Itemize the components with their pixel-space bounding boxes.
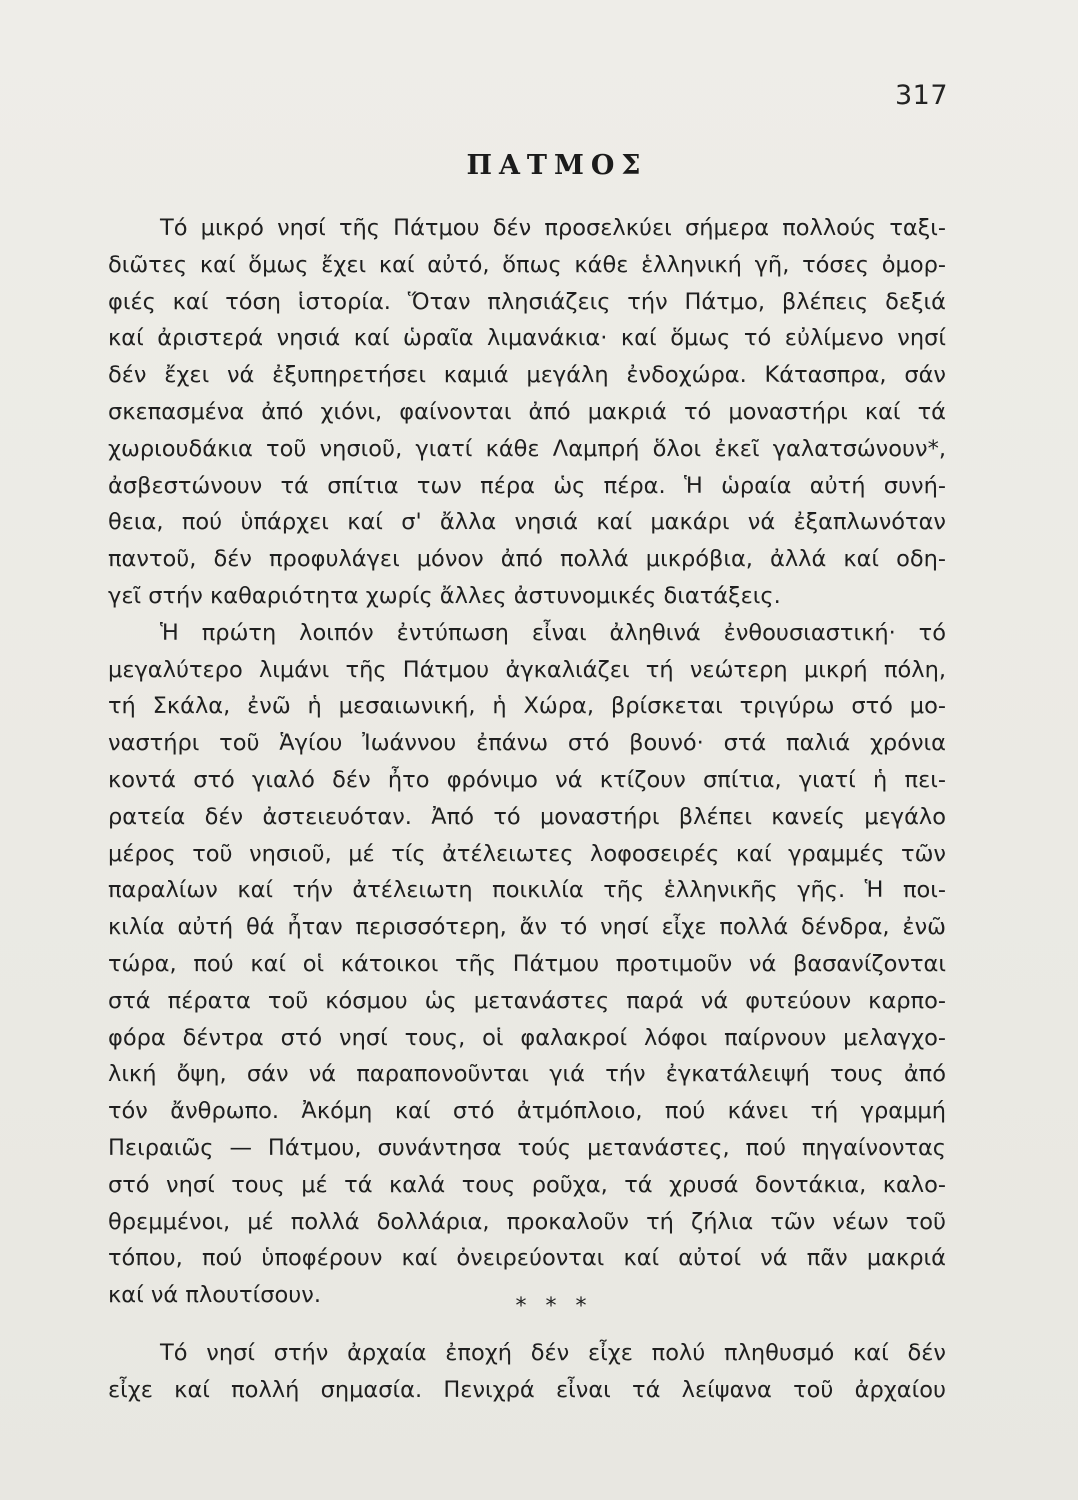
text-line: θεια, πού ὑπάρχει καί σ' ἄλλα νησιά καί μακάρι νά ἐξαπλωνόταν (108, 509, 946, 536)
text-line: κοντά στό γιαλό δέν ἦτο φρόνιμο νά κτίζουν σπίτια, γιατί ἡ πει- (108, 766, 946, 793)
page-number: 317 (895, 80, 949, 111)
text-line: Τό μικρό νησί τῆς Πάτμου δέν προσελκύει σήμερα πολλούς ταξι- (160, 215, 946, 241)
text-line: τώρα, πού καί οἱ κάτοικοι τῆς Πάτμου προτιμοῦν νά βασανίζονται (108, 950, 946, 977)
text-line: Τό νησί στήν ἀρχαία ἐποχή δέν εἶχε πολύ πληθυσμό καί δέν (160, 1340, 946, 1366)
text-line: τή Σκάλα, ἐνῶ ἡ μεσαιωνική, ἡ Χώρα, βρίσκεται τριγύρω στό μο- (108, 693, 946, 720)
text-line: δέν ἔχει νά ἐξυπηρετήσει καμιά μεγάλη ἐνδοχώρα. Κάτασπρα, σάν (108, 362, 946, 389)
text-line: λική ὄψη, σάν νά παραπονοῦνται γιά τήν ἐγκατάλειψή τους ἀπό (108, 1061, 946, 1088)
section-separator: * * * (515, 1294, 593, 1319)
text-line: ρατεία δέν ἀστειευόταν. Ἀπό τό μοναστήρι βλέπει κανείς μεγάλο (108, 803, 946, 830)
text-line: διῶτες καί ὅμως ἔχει καί αὐτό, ὅπως κάθε ἑλληνική γῆ, τόσες ὀμορ- (108, 251, 946, 278)
text-line: φόρα δέντρα στό νησί τους, οἱ φαλακροί λόφοι παίρνουν μελαγχο- (108, 1024, 946, 1051)
text-line: στό νησί τους μέ τά καλά τους ροῦχα, τά χρυσά δοντάκια, καλο- (108, 1171, 946, 1198)
text-line: καί νά πλουτίσουν. (108, 1282, 321, 1309)
text-line: τόν ἄνθρωπο. Ἀκόμη καί στό ἀτμόπλοιο, πού κάνει τή γραμμή (108, 1098, 946, 1125)
main-text-continued (108, 1335, 946, 1409)
text-line: μεγαλύτερο λιμάνι τῆς Πάτμου ἀγκαλιάζει τή νεώτερη μικρή πόλη, (108, 656, 946, 683)
text-line: Ἡ πρώτη λοιπόν ἐντύπωση εἶναι ἀληθινά ἐνθουσιαστική· τό (160, 619, 946, 646)
text-line: γεῖ στήν καθαριότητα χωρίς ἄλλες ἀστυνομικές διατάξεις. (108, 582, 781, 609)
text-line: ἀσβεστώνουν τά σπίτια των πέρα ὡς πέρα. Ἡ ὡραία αὐτή συνή- (108, 472, 946, 499)
text-line: παντοῦ, δέν προφυλάγει μόνον ἀπό πολλά μικρόβια, ἀλλά καί οδη- (108, 546, 946, 573)
text-line: μέρος τοῦ νησιοῦ, μέ τίς ἀτέλειωτες λοφοσειρές καί γραμμές τῶν (108, 840, 946, 867)
text-line: Πειραιῶς — Πάτμου, συνάντησα τούς μετανάστες, πού πηγαίνοντας (108, 1134, 946, 1161)
text-line: ναστήρι τοῦ Ἁγίου Ἰωάννου ἐπάνω στό βουνό· στά παλιά χρόνια (108, 730, 946, 757)
text-line: καί ἀριστερά νησιά καί ὡραῖα λιμανάκια· καί ὅμως τό εὐλίμενο νησί (108, 325, 946, 352)
text-line: στά πέρατα τοῦ κόσμου ὡς μετανάστες παρά νά φυτεύουν καρπο- (108, 987, 946, 1014)
text-line: θρεμμένοι, μέ πολλά δολλάρια, προκαλοῦν τή ζήλια τῶν νέων τοῦ (108, 1208, 946, 1235)
text-line: σκεπασμένα ἀπό χιόνι, φαίνονται ἀπό μακριά τό μοναστήρι καί τά (108, 398, 946, 425)
main-text (108, 210, 946, 1314)
text-line: χωριουδάκια τοῦ νησιοῦ, γιατί κάθε Λαμπρή ὅλοι ἐκεῖ γαλατσώνουν*, (108, 435, 946, 462)
text-line: τόπου, πού ὑποφέρουν καί ὀνειρεύονται καί αὐτοί νά πᾶν μακριά (108, 1245, 946, 1272)
text-line: κιλία αὐτή θά ἦταν περισσότερη, ἄν τό νησί εἶχε πολλά δένδρα, ἐνῶ (108, 914, 946, 941)
text-line: παραλίων καί τήν ἀτέλειωτη ποικιλία τῆς ἑλληνικῆς γῆς. Ἡ ποι- (108, 877, 946, 904)
text-line: εἶχε καί πολλή σημασία. Πενιχρά εἶναι τά λείψανα τοῦ ἀρχαίου (108, 1376, 946, 1403)
text-line: φιές καί τόση ἱστορία. Ὅταν πλησιάζεις τήν Πάτμο, βλέπεις δεξιά (108, 288, 946, 315)
page-title: ΠΑΤΜΟΣ (466, 150, 648, 181)
